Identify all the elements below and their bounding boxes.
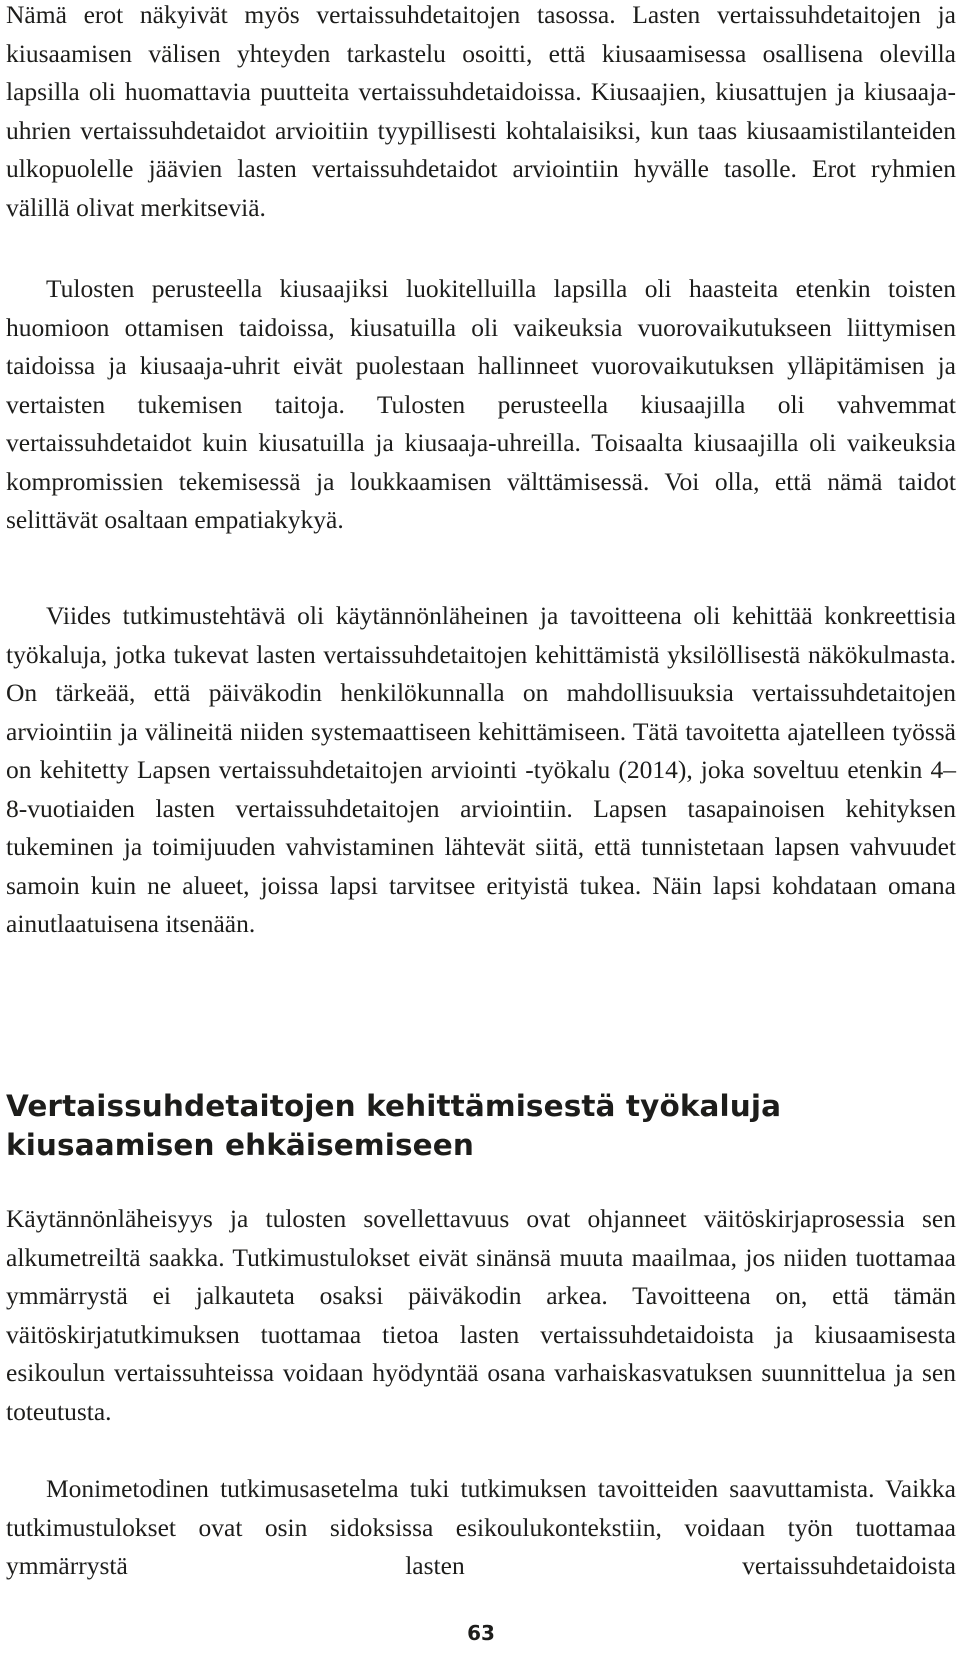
section-heading: Vertaissuhdetaitojen kehittämisestä työkaluja kiusaamisen ehkäisemiseen <box>6 1089 782 1162</box>
paragraph-mixed-methods: Monimetodinen tutkimusasetelma tuki tutkimuksen tavoitteiden saavuttamista. Vaikka tutkimustulokset ovat osin sidoksissa esikoulukontekstiin, voidaan työn tuottamaa ymmärrystä lasten vertaissuhdetaidoista <box>6 1474 956 1580</box>
paragraph-bully-groups: Tulosten perusteella kiusaajiksi luokitelluilla lapsilla oli haasteita etenkin toisten huomioon ottamisen taidoissa, kiusatuilla oli vaikeuksia vuorovaikutukseen liittymisen taidoissa ja kiusaaja-uhrit eivät puolestaan hallinneet vuorovaikutuksen ylläpitämisen ja vertaisten tukemisen taitoja. Tulosten perusteella kiusaajilla oli vahvemmat vertaissuhdetaidot kuin kiusatuilla ja kiusaaja-uhreilla. Toisaalta kiusaajilla oli vaikeuksia kompromissien tekemisessä ja loukkaamisen välttämisessä. Voi olla, että nämä taidot selittävät osaltaan empatiakykyä. <box>6 274 956 534</box>
page-number: 63 <box>467 1621 495 1645</box>
paragraph-practicality: Käytännönläheisyys ja tulosten sovellettavuus ovat ohjanneet väitöskirjaprosessia sen alkumetreiltä saakka. Tutkimustulokset eivät sinänsä muuta maailmaa, jos niiden tuottamaa ymmärrystä ei jalkauteta osaksi päiväkodin arkea. Tavoitteena on, että tämän väitöskirjatutkimuksen tuottamaa tietoa lasten vertaissuhdetaidoista ja kiusaamisesta esikoulun vertaissuhteissa voidaan hyödyntää osana varhaiskasvatuksen suunnittelua ja sen toteutusta. <box>6 1204 956 1426</box>
paragraph-results-peer-skills: Nämä erot näkyivät myös vertaissuhdetaitojen tasossa. Lasten vertaissuhdetaitojen ja kiusaamisen välisen yhteyden tarkastelu osoitti, että kiusaamisessa osallisena olevilla lapsilla oli huomattavia puutteita vertaissuhdetaidoissa. Kiusaajien, kiusattujen ja kiusaaja-uhrien vertaissuhdetaidot arvioitiin tyypillisesti kohtalaisiksi, kun taas kiusaamistilanteiden ulkopuolelle jäävien lasten vertaissuhdetaidot arviointiin hyvälle tasolle. Erot ryhmien välillä olivat merkitseviä. <box>6 0 956 222</box>
paragraph-fifth-research-task: Viides tutkimustehtävä oli käytännönläheinen ja tavoitteena oli kehittää konkreettisia työkaluja, jotka tukevat lasten vertaissuhdetaitojen kehittämistä yksilöllisestä näkökulmasta. On tärkeää, että päiväkodin henkilökunnalla on mahdollisuuksia vertaissuhdetaitojen arviointiin ja välineitä niiden systemaattiseen kehittämiseen. Tätä tavoitetta ajatelleen työssä on kehitetty Lapsen vertaissuhdetaitojen arviointi -työkalu (2014), joka soveltuu etenkin 4–8-vuotiaiden lasten vertaissuhdetaitojen arviointiin. Lapsen tasapainoisen kehityksen tukeminen ja toimijuuden vahvistaminen lähtevät siitä, että tunnistetaan lapsen vahvuudet samoin kuin ne alueet, joissa lapsi tarvitsee erityistä tukea. Näin lapsi kohdataan omana ainutlaatuisena itsenään. <box>6 601 956 938</box>
